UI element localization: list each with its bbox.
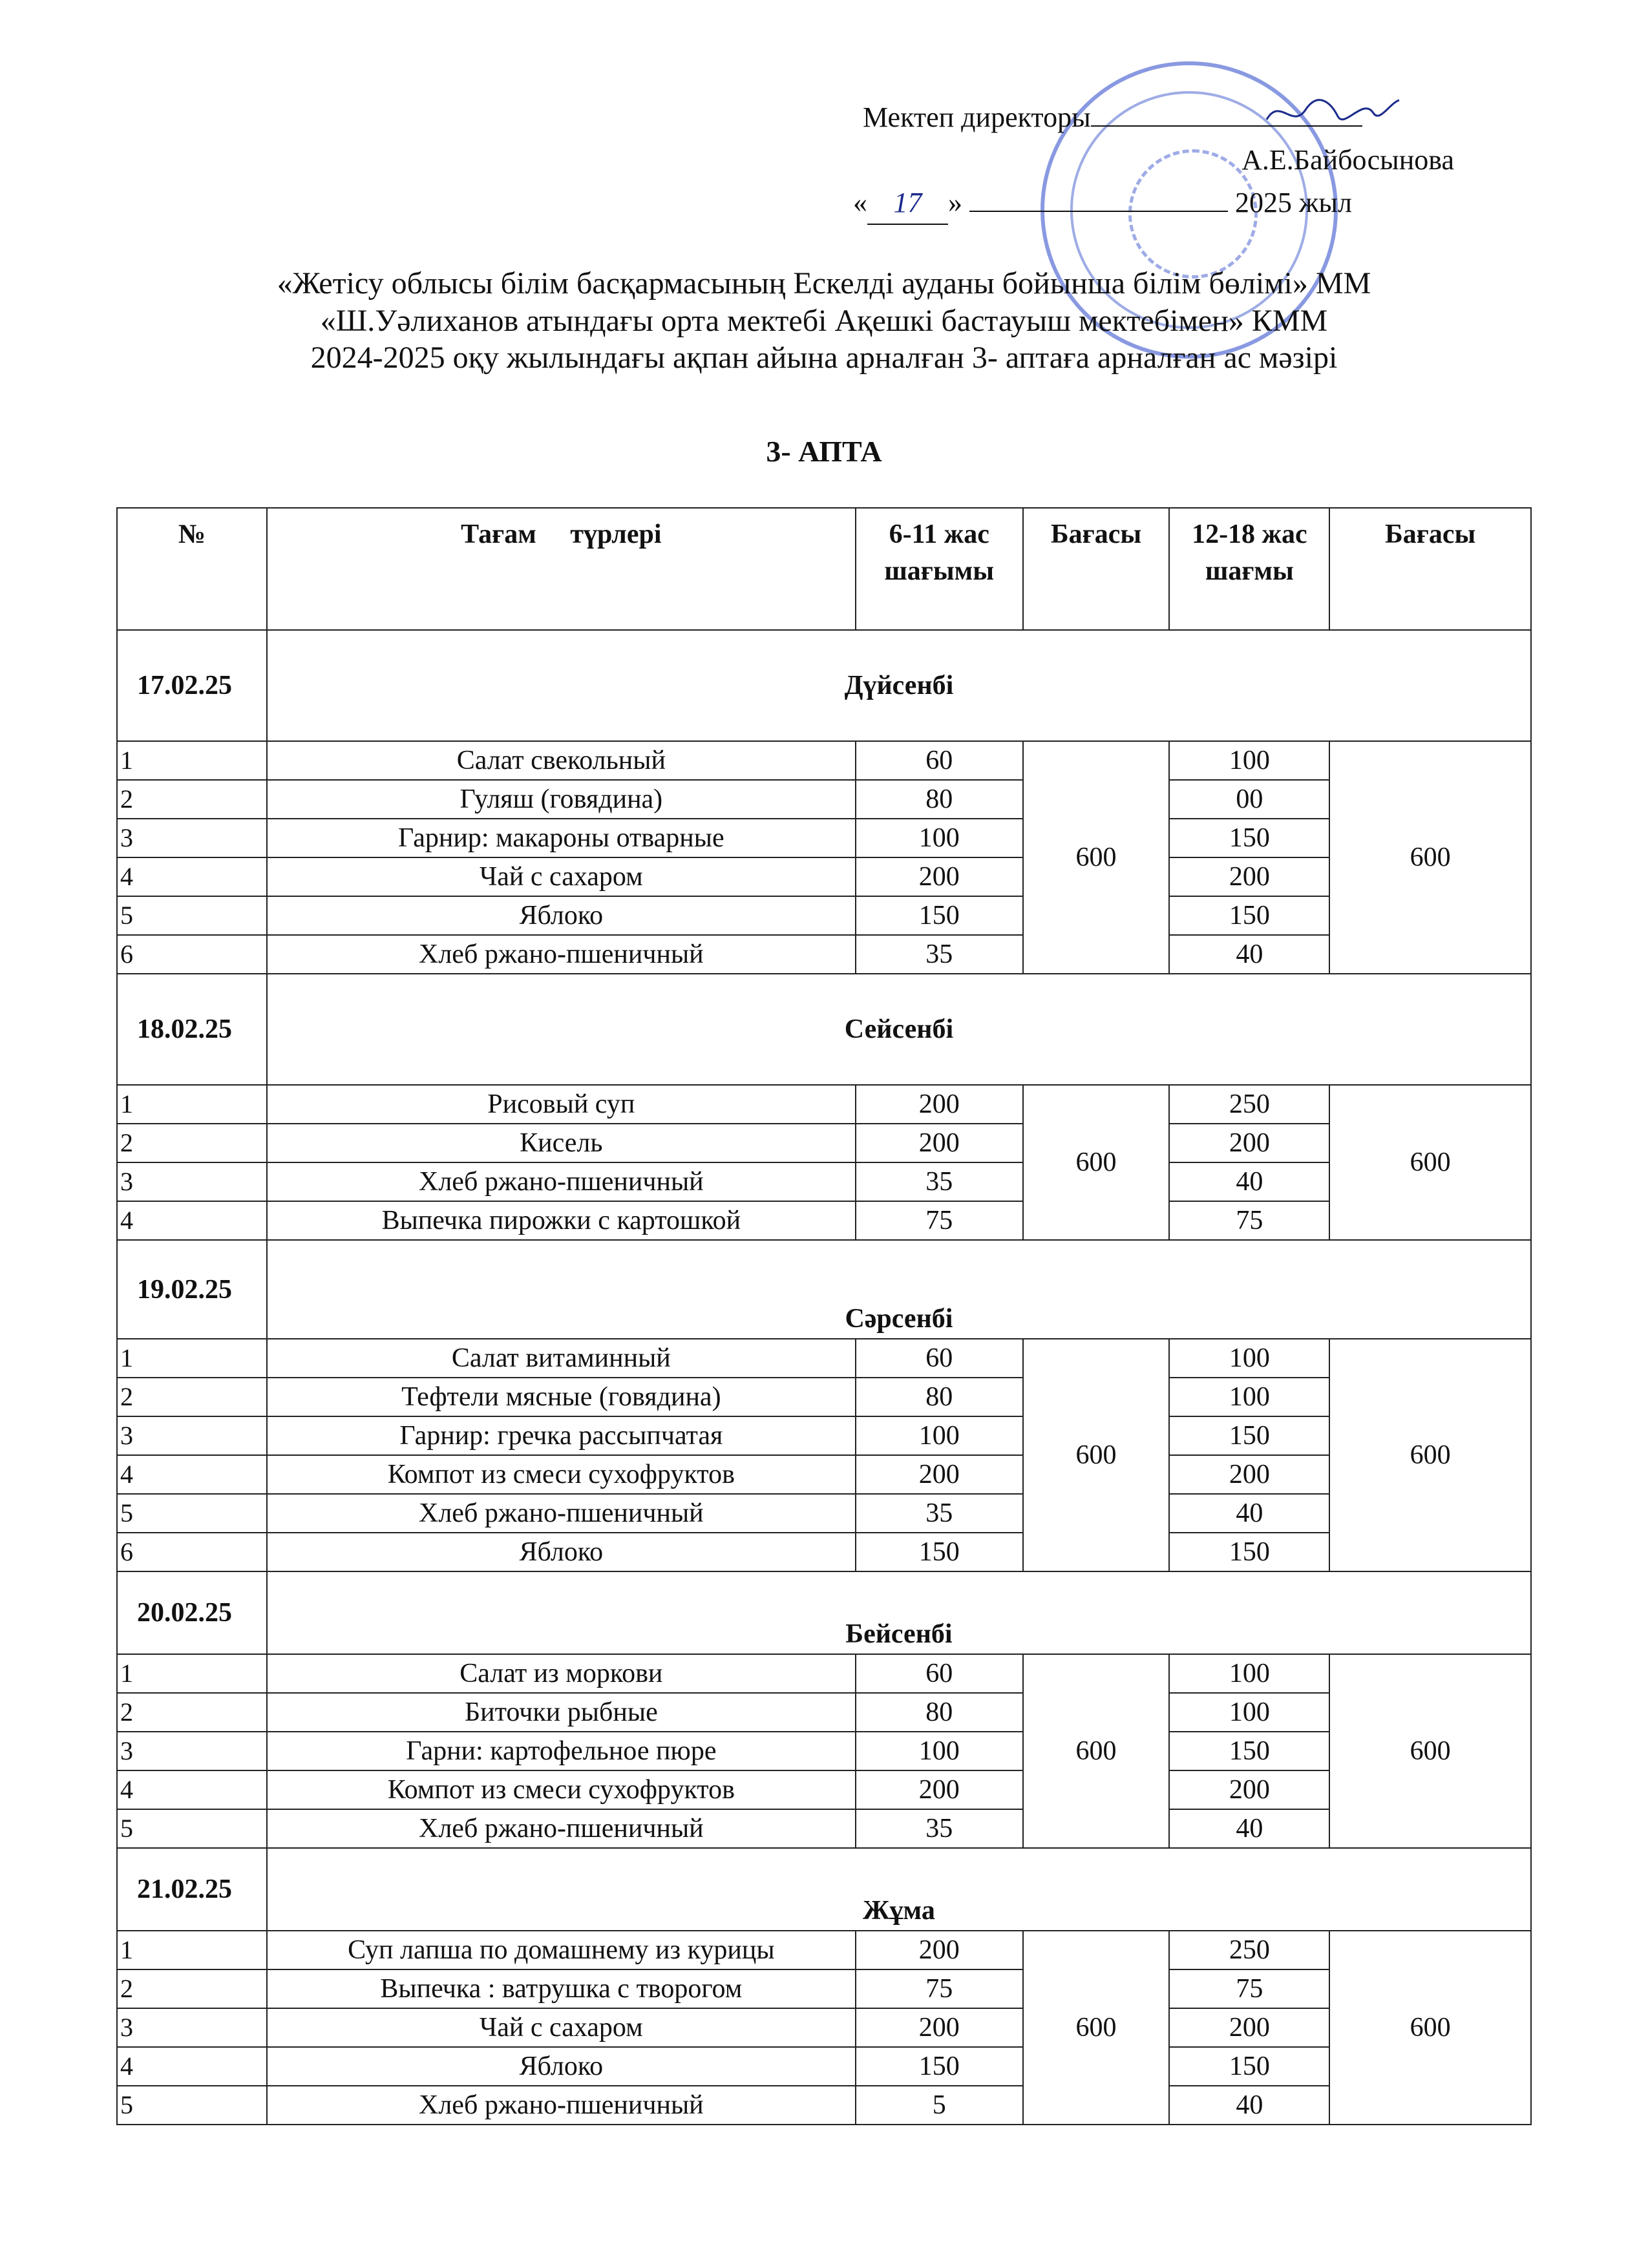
price-12-18: 600 — [1329, 1654, 1531, 1848]
item-weight-12-18: 40 — [1169, 935, 1329, 974]
date-year: 2025 жыл — [1235, 187, 1352, 218]
date-quote-close: » — [948, 187, 962, 218]
item-number: 1 — [117, 1931, 267, 1969]
table-row — [117, 1378, 1531, 1416]
item-number: 6 — [117, 935, 267, 974]
director-label: Мектеп директоры — [863, 101, 1091, 133]
header-age2: 12-18 жас шағмы — [1169, 508, 1329, 630]
day-row — [117, 1571, 1531, 1654]
header-price1: Бағасы — [1023, 508, 1170, 630]
item-weight-6-11: 100 — [856, 1732, 1023, 1770]
item-weight-12-18: 100 — [1169, 1378, 1329, 1416]
day-date: 18.02.25 — [117, 974, 267, 1085]
day-row — [117, 1240, 1531, 1339]
item-dish: Выпечка пирожки с картошкой — [267, 1201, 856, 1240]
item-weight-6-11: 150 — [856, 1533, 1023, 1571]
item-number: 2 — [117, 1969, 267, 2008]
item-weight-6-11: 75 — [856, 1969, 1023, 2008]
item-weight-12-18: 200 — [1169, 1455, 1329, 1494]
item-weight-6-11: 150 — [856, 2047, 1023, 2086]
price-6-11: 600 — [1023, 741, 1170, 974]
day-date: 20.02.25 — [117, 1571, 267, 1654]
item-number: 1 — [117, 1654, 267, 1693]
item-weight-12-18: 75 — [1169, 1201, 1329, 1240]
item-dish: Гарни: картофельное пюре — [267, 1732, 856, 1770]
item-weight-6-11: 100 — [856, 819, 1023, 857]
table-row — [117, 741, 1531, 780]
item-number: 4 — [117, 857, 267, 896]
item-weight-6-11: 200 — [856, 1770, 1023, 1809]
item-number: 4 — [117, 2047, 267, 2086]
table-row — [117, 1809, 1531, 1848]
price-6-11: 600 — [1023, 1654, 1170, 1848]
item-dish: Яблоко — [267, 1533, 856, 1571]
org-line-1: «Жетісу облысы білім басқармасының Ескелді ауданы бойынша білім бөлімі» ММ — [277, 266, 1371, 300]
table-row — [117, 1494, 1531, 1533]
day-row — [117, 630, 1531, 741]
item-dish: Чай с сахаром — [267, 857, 856, 896]
item-dish: Кисель — [267, 1124, 856, 1162]
item-dish: Тефтели мясные (говядина) — [267, 1378, 856, 1416]
table-row — [117, 1533, 1531, 1571]
item-weight-12-18: 150 — [1169, 1533, 1329, 1571]
item-weight-6-11: 35 — [856, 935, 1023, 974]
table-row — [117, 1339, 1531, 1378]
item-number: 3 — [117, 819, 267, 857]
item-number: 2 — [117, 1124, 267, 1162]
day-row — [117, 974, 1531, 1085]
price-12-18: 600 — [1329, 741, 1531, 974]
item-dish: Салат из моркови — [267, 1654, 856, 1693]
item-dish: Яблоко — [267, 2047, 856, 2086]
item-dish: Чай с сахаром — [267, 2008, 856, 2047]
item-weight-12-18: 100 — [1169, 1339, 1329, 1378]
day-row — [117, 1848, 1531, 1931]
org-line-2: «Ш.Уәлиханов атындағы орта мектебі Ақешкі бастауыш мектебімен» КММ — [320, 303, 1328, 338]
header-price2: Бағасы — [1329, 508, 1531, 630]
item-weight-6-11: 35 — [856, 1162, 1023, 1201]
item-number: 2 — [117, 780, 267, 819]
item-weight-6-11: 80 — [856, 1693, 1023, 1732]
item-weight-12-18: 250 — [1169, 1931, 1329, 1969]
table-header-row — [117, 508, 1531, 630]
table-row — [117, 2008, 1531, 2047]
item-dish: Гарнир: макароны отварные — [267, 819, 856, 857]
item-weight-12-18: 100 — [1169, 1693, 1329, 1732]
item-weight-12-18: 200 — [1169, 1124, 1329, 1162]
item-number: 5 — [117, 896, 267, 935]
table-row — [117, 2047, 1531, 2086]
item-number: 4 — [117, 1455, 267, 1494]
item-weight-12-18: 75 — [1169, 1969, 1329, 2008]
item-number: 3 — [117, 1416, 267, 1455]
item-weight-12-18: 150 — [1169, 896, 1329, 935]
price-6-11: 600 — [1023, 1339, 1170, 1571]
item-number: 1 — [117, 1339, 267, 1378]
item-weight-12-18: 200 — [1169, 857, 1329, 896]
item-weight-12-18: 40 — [1169, 1494, 1329, 1533]
table-row — [117, 1931, 1531, 1969]
table-row — [117, 1770, 1531, 1809]
table-row — [117, 819, 1531, 857]
price-6-11: 600 — [1023, 1085, 1170, 1240]
header-age1: 6-11 жас шағымы — [856, 508, 1023, 630]
table-row — [117, 896, 1531, 935]
signature-line — [1091, 97, 1362, 127]
item-weight-6-11: 75 — [856, 1201, 1023, 1240]
item-dish: Хлеб ржано-пшеничный — [267, 1162, 856, 1201]
table-row — [117, 780, 1531, 819]
item-weight-12-18: 200 — [1169, 1770, 1329, 1809]
item-weight-6-11: 35 — [856, 1494, 1023, 1533]
item-dish: Хлеб ржано-пшеничный — [267, 1494, 856, 1533]
item-dish: Хлеб ржано-пшеничный — [267, 935, 856, 974]
item-weight-6-11: 5 — [856, 2086, 1023, 2125]
table-row — [117, 1654, 1531, 1693]
table-row — [117, 1124, 1531, 1162]
item-weight-12-18: 250 — [1169, 1085, 1329, 1124]
item-number: 4 — [117, 1201, 267, 1240]
item-number: 3 — [117, 1732, 267, 1770]
item-weight-6-11: 200 — [856, 2008, 1023, 2047]
item-weight-12-18: 40 — [1169, 1809, 1329, 1848]
item-dish: Салат витаминный — [267, 1339, 856, 1378]
item-weight-12-18: 40 — [1169, 1162, 1329, 1201]
item-dish: Биточки рыбные — [267, 1693, 856, 1732]
item-number: 2 — [117, 1378, 267, 1416]
table-row — [117, 1416, 1531, 1455]
item-dish: Салат свекольный — [267, 741, 856, 780]
item-weight-6-11: 80 — [856, 780, 1023, 819]
menu-table — [116, 507, 1532, 2125]
item-dish: Суп лапша по домашнему из курицы — [267, 1931, 856, 1969]
item-number: 5 — [117, 1494, 267, 1533]
week-title: 3- АПТА — [766, 435, 882, 468]
table-row — [117, 1969, 1531, 2008]
item-weight-6-11: 200 — [856, 1931, 1023, 1969]
item-weight-6-11: 200 — [856, 1085, 1023, 1124]
item-dish: Выпечка : ватрушка с творогом — [267, 1969, 856, 2008]
item-dish: Хлеб ржано-пшеничный — [267, 2086, 856, 2125]
item-number: 1 — [117, 1085, 267, 1124]
day-name: Бейсенбі — [267, 1571, 1531, 1654]
item-weight-6-11: 200 — [856, 1124, 1023, 1162]
item-number: 2 — [117, 1693, 267, 1732]
menu-subtitle: 2024-2025 оқу жылындағы ақпан айына арналған 3- аптаға арналған ас мәзірі — [310, 341, 1338, 375]
day-name: Сәрсенбі — [267, 1240, 1531, 1339]
table-row — [117, 1162, 1531, 1201]
table-row — [117, 1455, 1531, 1494]
table-row — [117, 1693, 1531, 1732]
item-weight-12-18: 150 — [1169, 2047, 1329, 2086]
item-weight-6-11: 60 — [856, 1339, 1023, 1378]
item-weight-12-18: 100 — [1169, 1654, 1329, 1693]
item-weight-6-11: 60 — [856, 1654, 1023, 1693]
day-name: Сейсенбі — [267, 974, 1531, 1085]
day-date: 17.02.25 — [117, 630, 267, 741]
day-name: Дүйсенбі — [267, 630, 1531, 741]
item-weight-6-11: 35 — [856, 1809, 1023, 1848]
item-number: 3 — [117, 1162, 267, 1201]
item-dish: Рисовый суп — [267, 1085, 856, 1124]
item-dish: Компот из смеси сухофруктов — [267, 1770, 856, 1809]
item-weight-12-18: 150 — [1169, 1732, 1329, 1770]
day-date: 19.02.25 — [117, 1240, 267, 1339]
date-day: 17 — [867, 182, 948, 225]
price-12-18: 600 — [1329, 1339, 1531, 1571]
table-row — [117, 1085, 1531, 1124]
item-weight-12-18: 40 — [1169, 2086, 1329, 2125]
item-number: 1 — [117, 741, 267, 780]
item-weight-12-18: 200 — [1169, 2008, 1329, 2047]
document-header — [103, 265, 1545, 377]
item-number: 4 — [117, 1770, 267, 1809]
item-dish: Гарнир: гречка рассыпчатая — [267, 1416, 856, 1455]
table-row — [117, 857, 1531, 896]
day-name: Жұма — [267, 1848, 1531, 1931]
table-row — [117, 2086, 1531, 2125]
price-6-11: 600 — [1023, 1931, 1170, 2125]
item-weight-6-11: 80 — [856, 1378, 1023, 1416]
item-weight-6-11: 60 — [856, 741, 1023, 780]
item-weight-6-11: 200 — [856, 857, 1023, 896]
table-row — [117, 1732, 1531, 1770]
price-12-18: 600 — [1329, 1931, 1531, 2125]
item-weight-12-18: 150 — [1169, 1416, 1329, 1455]
item-number: 6 — [117, 1533, 267, 1571]
item-weight-6-11: 100 — [856, 1416, 1023, 1455]
item-dish: Гуляш (говядина) — [267, 780, 856, 819]
item-number: 5 — [117, 2086, 267, 2125]
table-row — [117, 1201, 1531, 1240]
table-row — [117, 935, 1531, 974]
date-quote-open: « — [853, 187, 867, 218]
header-dish: Тағам түрлері — [267, 508, 856, 630]
item-weight-6-11: 200 — [856, 1455, 1023, 1494]
item-dish: Яблоко — [267, 896, 856, 935]
price-12-18: 600 — [1329, 1085, 1531, 1240]
header-num: № — [117, 508, 267, 630]
director-name: А.Е.Байбосынова — [1241, 144, 1454, 176]
item-weight-12-18: 100 — [1169, 741, 1329, 780]
item-weight-6-11: 150 — [856, 896, 1023, 935]
item-weight-12-18: 150 — [1169, 819, 1329, 857]
item-number: 5 — [117, 1809, 267, 1848]
item-dish: Компот из смеси сухофруктов — [267, 1455, 856, 1494]
item-number: 3 — [117, 2008, 267, 2047]
item-weight-12-18: 00 — [1169, 780, 1329, 819]
date-month-line — [969, 211, 1228, 212]
day-date: 21.02.25 — [117, 1848, 267, 1931]
item-dish: Хлеб ржано-пшеничный — [267, 1809, 856, 1848]
